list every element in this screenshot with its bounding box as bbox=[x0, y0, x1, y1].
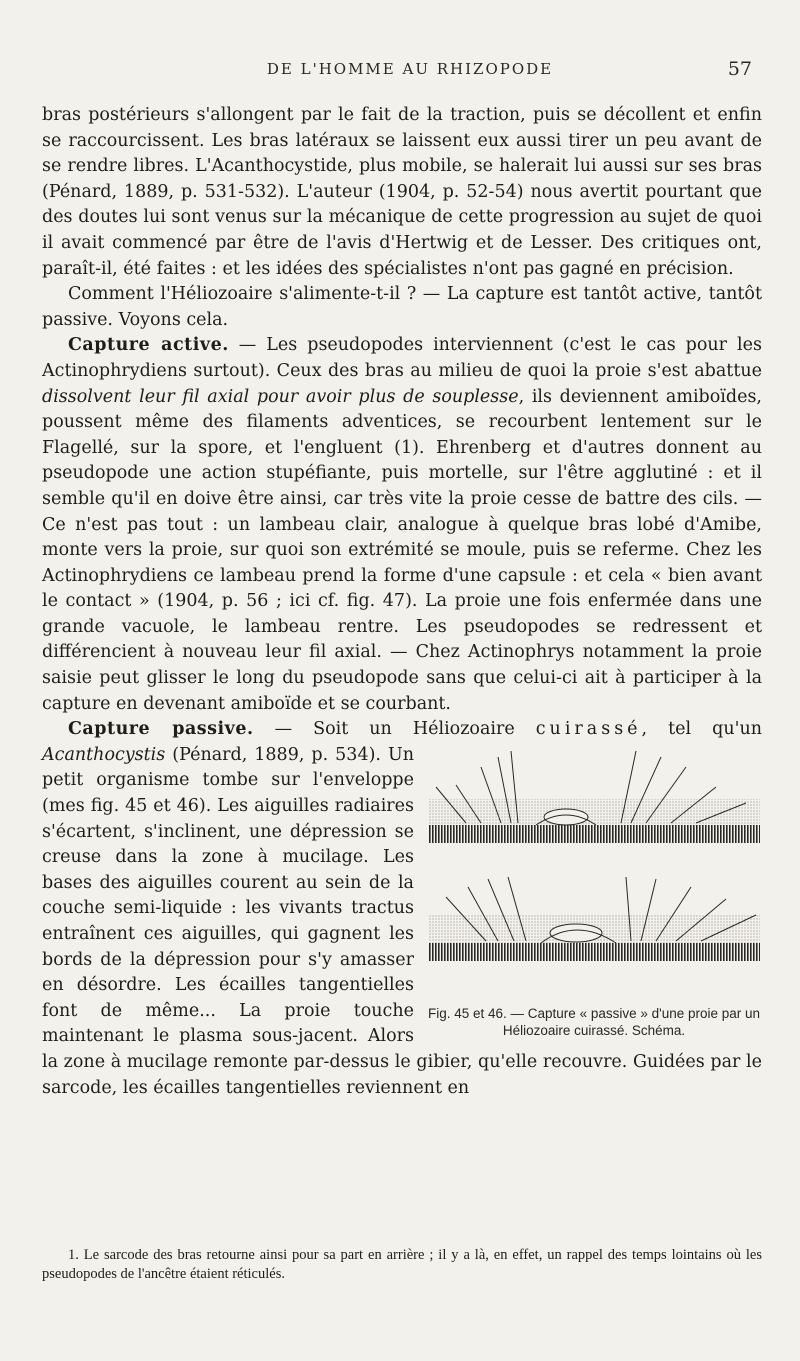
footnote bbox=[42, 1246, 762, 1284]
paragraph-capture-passive bbox=[42, 717, 762, 1101]
italic-span: dissolvent leur fil axial pour avoir plus de souplesse bbox=[42, 386, 519, 407]
figure-illustration bbox=[426, 747, 762, 999]
page-number: 57 bbox=[727, 58, 752, 80]
text-span: , ils deviennent amiboïdes, poussent même des filaments adventices, se recourbent lentement sur le Flagellé, sur la spore, et l'engluent (1). Ehrenberg et d'autres donnent au pseudopode une action stupéfiante, puis mortelle, sur l'être agglutiné : et il semble qu'il en doive être ainsi, car très vite la proie cesse de battre des cils. — Ce n'est pas tout : un lambeau clair, analogue à quelque bras lobé d'Amibe, monte vers la proie, sur quoi son extrémité se moule, puis se referme. Chez les Actinophrydiens ce lambeau prend la forme d'une capsule : et cela « bien avant le contact » (1904, p. 56 ; ici cf. fig. 47). La proie une fois enfermée dans une grande vacuole, le lambeau rentre. Les pseudopodes se redressent et différencient à nouveau leur fil axial. — Chez Actinophrys notamment la proie saisie peut glisser le long du pseudopode sans que celui-ci ait à participer à la capture en devenant amiboïde et se courbant. bbox=[42, 386, 762, 714]
italic-span: Acanthocystis bbox=[42, 744, 166, 765]
text-span: , tel qu'un bbox=[641, 719, 762, 740]
text-span: — Les pseudopodes interviennent (c'est le cas pour les Actinophrydiens surtout). Ceux des bras au milieu de quoi la proie s'est abattue bbox=[42, 335, 762, 381]
text-span: — Soit un Héliozoaire bbox=[253, 719, 536, 740]
main-text bbox=[42, 103, 762, 1101]
running-header: DE L'HOMME AU RHIZOPODE bbox=[266, 60, 554, 78]
figure-46-drawing bbox=[428, 877, 760, 961]
paragraph-capture-active bbox=[42, 333, 762, 717]
figure-45-drawing bbox=[428, 751, 760, 843]
text-span: (Pénard, 1889, p. 534). Un petit organisme tombe sur l'enveloppe (mes fig. 45 et 46). Les aiguilles radiaires s'écartent, s'inclinent, une dépression se creuse dans la zone à mucilage. Les bases des aiguilles courent au sein de la couche semi-liquide : les vivants tractus entraînent ces aiguilles, qui gagnent les bords de la dépression pour s'y amasser en désordre. Les écailles tangentielles font de même... La proie touche maintenant le plasma sous-jacent. Alors la zone à mucilage remonte par-dessus le gibier, qu'elle recouvre. Guidées par le sarcode, les écailles tangentielles reviennent en bbox=[42, 744, 762, 1098]
figure-caption: Fig. 45 et 46. — Capture « passive » d'une proie par un Héliozoaire cuirassé. Schéma. bbox=[427, 1005, 761, 1038]
paragraph-2: Comment l'Héliozoaire s'alimente-t-il ? — La capture est tantôt active, tantôt passive. Voyons cela. bbox=[42, 284, 762, 330]
figure-45-46 bbox=[426, 747, 762, 1039]
paragraph-1: bras postérieurs s'allongent par le fait de la traction, puis se décollent et enfin se raccourcissent. Les bras latéraux se laissent eux aussi tirer un peu avant de se rendre libres. L'Acanthocystide, plus mobile, se halerait lui aussi sur ses bras (Pénard, 1889, p. 531-532). L'auteur (1904, p. 52-54) nous avertit pourtant que des doutes lui sont venus sur la mécanique de cette progression au sujet de quoi il avait commencé par être de l'avis d'Hertwig et de Lesser. Des critiques ont, paraît-il, été faites : et les idées des spécialistes n'ont pas gagné en précision. bbox=[42, 105, 762, 279]
section-lead-passive: Capture passive. bbox=[68, 719, 254, 740]
section-lead-active: Capture active. bbox=[68, 335, 229, 356]
spaced-span: cuirassé bbox=[535, 719, 642, 740]
footnote-1: 1. Le sarcode des bras retourne ainsi pour sa part en arrière ; il y a là, en effet, un rappel des temps lointains où les pseudopodes de l'ancêtre étaient réticulés. bbox=[42, 1247, 762, 1282]
